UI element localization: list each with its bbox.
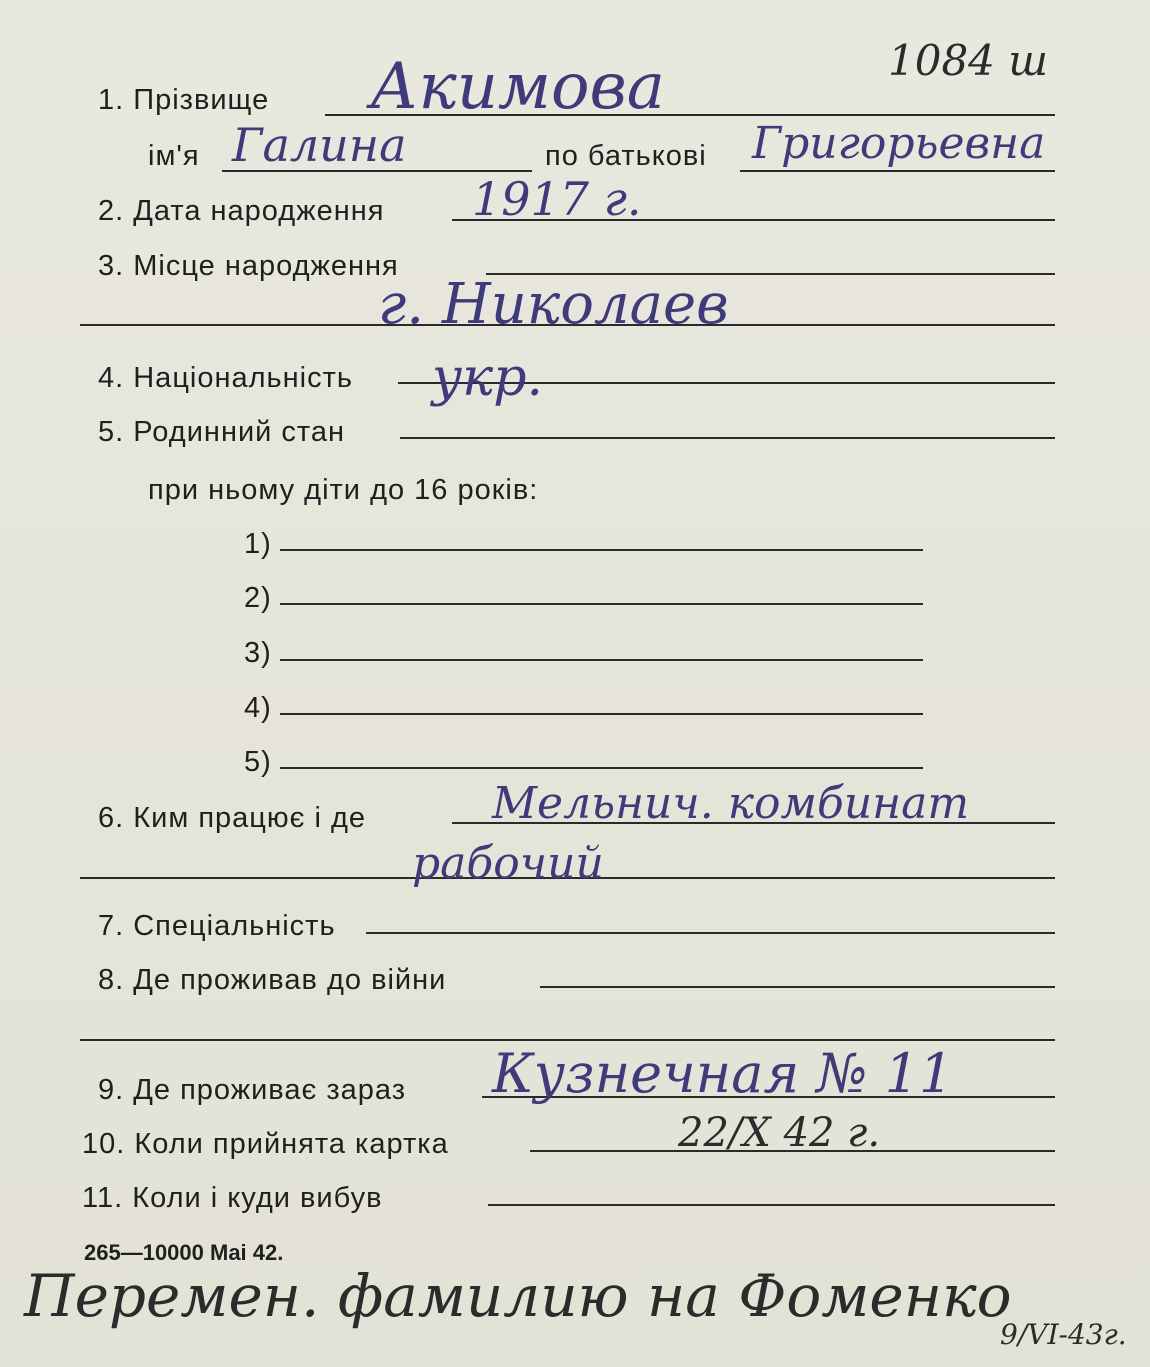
line-prewar-residence-2 — [80, 1039, 1055, 1041]
hw-note-date: 9/VI-43г. — [1000, 1318, 1127, 1351]
label-current-residence: 9. Де проживає зараз — [98, 1074, 407, 1106]
hw-work-line2: рабочий — [412, 838, 604, 889]
label-nationality: 4. Національність — [98, 362, 354, 394]
label-birth-place: 3. Місце народження — [98, 250, 399, 282]
card-number: 1084 ш — [888, 36, 1049, 85]
label-child-4: 4) — [244, 692, 272, 724]
label-child-2: 2) — [244, 582, 272, 614]
label-children: при ньому діти до 16 років: — [148, 474, 539, 506]
line-specialty — [366, 932, 1055, 934]
label-surname: 1. Прізвище — [98, 84, 270, 116]
line-patronymic — [740, 170, 1055, 172]
hw-patronymic: Григорьевна — [752, 118, 1046, 169]
line-child-5 — [280, 767, 923, 769]
label-work: 6. Ким працює і де — [98, 802, 367, 834]
line-child-1 — [280, 549, 923, 551]
label-name: ім'я — [148, 140, 200, 172]
label-child-1: 1) — [244, 528, 272, 560]
label-child-5: 5) — [244, 746, 272, 778]
hw-birth-date: 1917 г. — [472, 172, 642, 226]
hw-birth-place: г. Николаев — [378, 272, 729, 337]
line-child-3 — [280, 659, 923, 661]
hw-nationality: укр. — [432, 348, 544, 408]
line-child-2 — [280, 603, 923, 605]
hw-name: Галина — [232, 118, 407, 172]
label-birth-date: 2. Дата народження — [98, 195, 385, 227]
label-left: 11. Коли і куди вибув — [82, 1182, 383, 1214]
label-prewar-residence: 8. Де проживав до війни — [98, 964, 447, 996]
label-card-accepted: 10. Коли прийнята картка — [82, 1128, 449, 1160]
hw-work-line1: Мельнич. комбинат — [492, 778, 970, 829]
line-child-4 — [280, 713, 923, 715]
hw-card-date: 22/X 42 г. — [678, 1110, 881, 1156]
label-specialty: 7. Спеціальність — [98, 910, 336, 942]
hw-current-residence: Кузнечная № 11 — [492, 1042, 954, 1105]
line-left — [488, 1204, 1055, 1206]
line-prewar-residence-1 — [540, 986, 1055, 988]
label-patronymic: по батькові — [545, 140, 707, 172]
hw-surname: Акимова — [370, 50, 665, 124]
label-family-status: 5. Родинний стан — [98, 416, 346, 448]
label-child-3: 3) — [244, 637, 272, 669]
line-family-status — [400, 437, 1055, 439]
print-info: 265—10000 Mai 42. — [84, 1240, 284, 1265]
hw-note: Перемен. фамилию на Фоменко — [24, 1262, 1012, 1330]
